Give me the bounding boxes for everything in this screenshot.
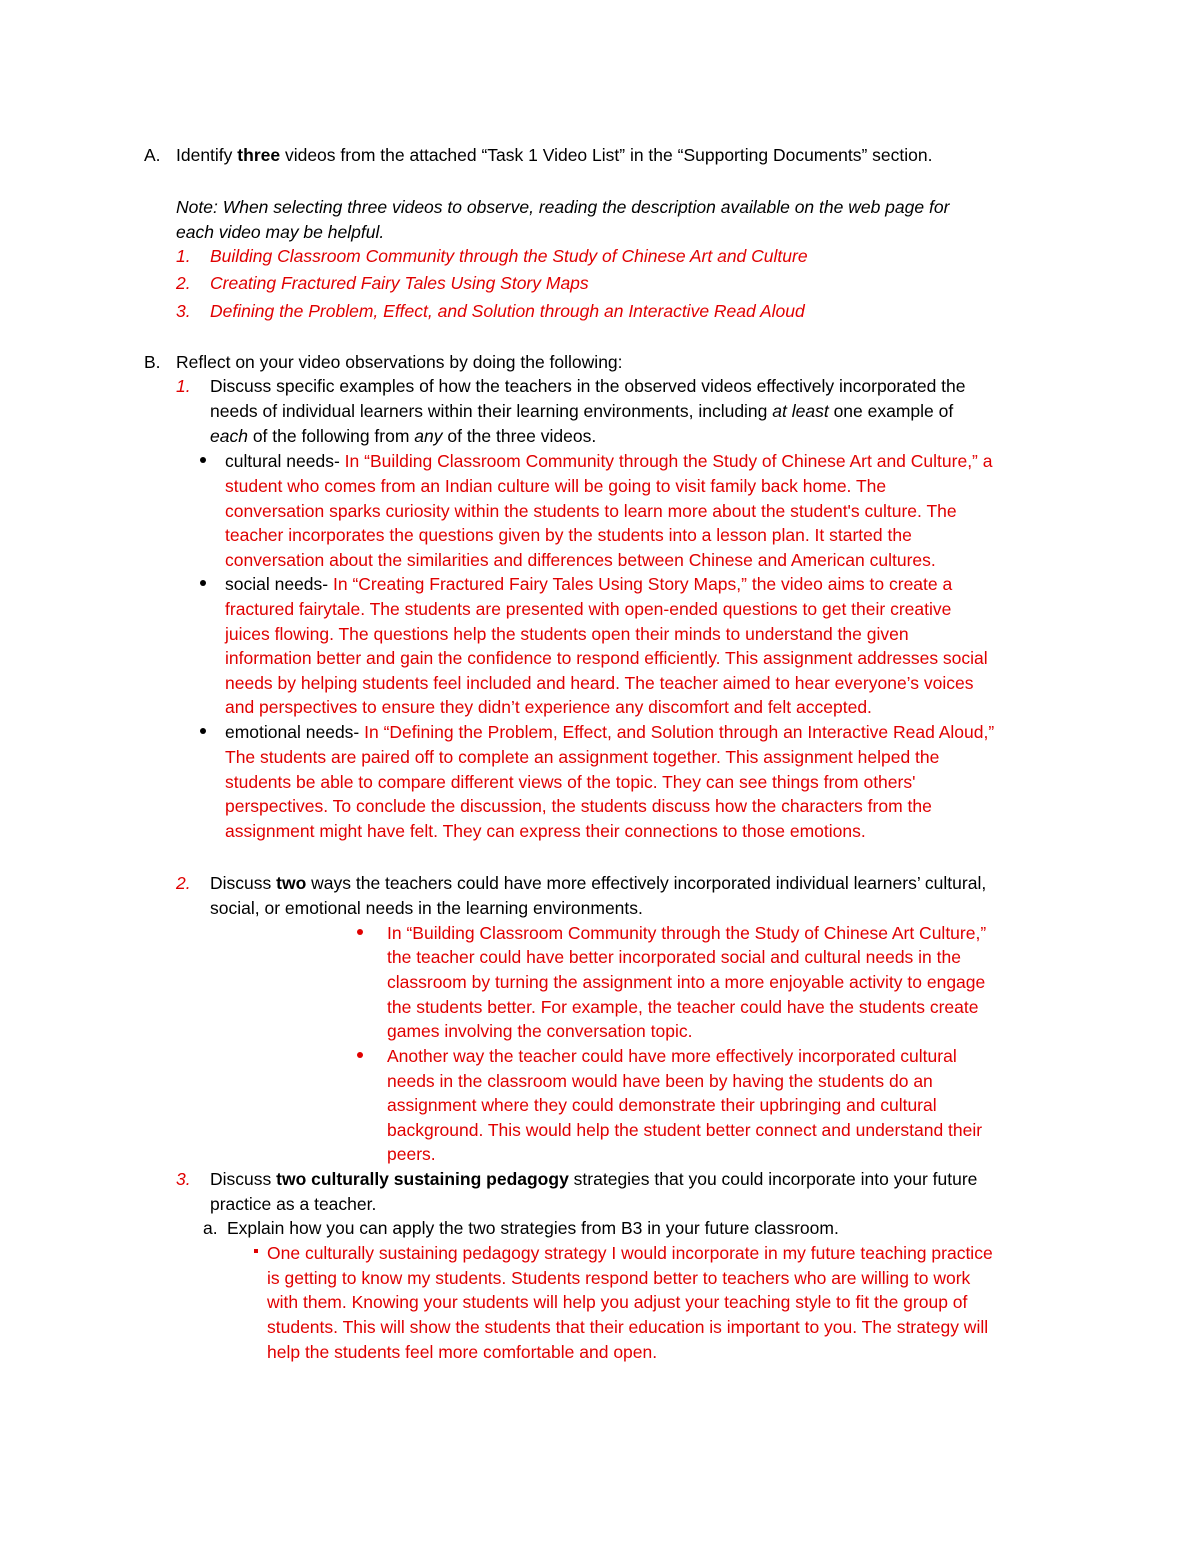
social-needs-line-1 — [225, 572, 952, 597]
section-b-marker: B. — [144, 352, 161, 372]
bullet-text: In “Creating Fractured Fairy Tales Using Story Maps,” the video aims to create a — [328, 574, 953, 594]
bullet-label: cultural needs- — [225, 451, 340, 471]
bullet-icon — [357, 1052, 363, 1058]
q3-sub-marker: a. — [203, 1218, 218, 1238]
q1-italic: each — [210, 426, 248, 446]
bullet-icon — [254, 1249, 258, 1253]
q2-bullet-2-line-5: peers. — [387, 1144, 436, 1164]
q2-bullet-2-line-2: needs in the classroom would have been by having the students do an — [387, 1071, 933, 1091]
q1-text: of the three videos. — [442, 426, 597, 446]
emotional-needs-line-5: assignment might have felt. They can express their connections to those emotions. — [225, 821, 866, 841]
cultural-needs-line-3: conversation sparks curiosity within the students to learn more about the student's culture. The — [225, 501, 957, 521]
q1-text: needs of individual learners within their learning environments, including — [210, 401, 773, 421]
q1-text: one example of — [828, 401, 954, 421]
section-a-marker: A. — [144, 145, 161, 165]
prompt-text: Identify — [176, 145, 238, 165]
cultural-needs-line-5: conversation about the similarities and differences between Chinese and American cultures. — [225, 550, 936, 570]
q2-bullet-1-line-1: In “Building Classroom Community through the Study of Chinese Art Culture,” — [387, 923, 987, 943]
cultural-needs-line-4: teacher incorporates the questions given by the students into a lesson plan. It started the — [225, 525, 912, 545]
note-line-1: Note: When selecting three videos to observe, reading the description available on the web page for — [176, 197, 950, 217]
bullet-text: In “Building Classroom Community through the Study of Chinese Art and Culture,” a — [339, 451, 993, 471]
q2-bold: two — [276, 873, 307, 893]
q2-text: Discuss — [210, 873, 277, 893]
q3-bold: two culturally sustaining pedagogy — [276, 1169, 569, 1189]
note-line-2: each video may be helpful. — [176, 222, 385, 242]
q2-bullet-2-line-3: assignment where they could demonstrate their upbringing and cultural — [387, 1095, 937, 1115]
q1-line-2 — [210, 399, 953, 424]
prompt-text: videos from the attached “Task 1 Video List” in the “Supporting Documents” section. — [280, 145, 933, 165]
q1-num: 1. — [176, 376, 191, 396]
social-needs-line-5: needs by helping students feel included and heard. The teacher aimed to hear everyone’s voices — [225, 673, 974, 693]
emotional-needs-line-4: perspectives. To conclude the discussion, the students discuss how the characters from the — [225, 796, 932, 816]
q2-bullet-1-line-5: games involving the conversation topic. — [387, 1021, 693, 1041]
social-needs-line-6: and perspectives to ensure they didn’t experience any discomfort and felt accepted. — [225, 697, 872, 717]
cultural-needs-line-1 — [225, 449, 992, 474]
q3-text: strategies that you could incorporate into your future — [568, 1169, 978, 1189]
video-3-num: 3. — [176, 301, 191, 321]
q2-text: ways the teachers could have more effectively incorporated individual learners’ cultural, — [306, 873, 987, 893]
q2-bullet-1-line-2: the teacher could have better incorporated social and cultural needs in the — [387, 947, 961, 967]
q3-bullet-line-1: One culturally sustaining pedagogy strategy I would incorporate in my future teaching practice — [267, 1243, 993, 1263]
social-needs-line-3: juices flowing. The questions help the students open their minds to understand the given — [225, 624, 909, 644]
bullet-label: social needs- — [225, 574, 329, 594]
social-needs-line-4: information better and gain the confidence to respond efficiently. This assignment addresses social — [225, 648, 988, 668]
q1-italic: at least — [772, 401, 829, 421]
q1-line-3 — [210, 424, 596, 449]
video-1-num: 1. — [176, 246, 191, 266]
q3-sub-text: Explain how you can apply the two strategies from B3 in your future classroom. — [227, 1218, 839, 1238]
video-1-title: Building Classroom Community through the Study of Chinese Art and Culture — [210, 246, 808, 266]
bullet-text: In “Defining the Problem, Effect, and Solution through an Interactive Read Aloud,” — [359, 722, 995, 742]
q3-bullet-line-3: with them. Knowing your students will help you adjust your teaching style to fit the group of — [267, 1292, 968, 1312]
q2-num: 2. — [176, 873, 191, 893]
q3-line-1 — [210, 1167, 977, 1192]
section-b-prompt: Reflect on your video observations by doing the following: — [176, 352, 623, 372]
q3-bullet-line-5: help the students feel more comfortable and open. — [267, 1342, 658, 1362]
q1-text: of the following from — [247, 426, 415, 446]
q3-text: Discuss — [210, 1169, 277, 1189]
bullet-label: emotional needs- — [225, 722, 360, 742]
q3-line-2: practice as a teacher. — [210, 1194, 377, 1214]
video-3-title: Defining the Problem, Effect, and Solution through an Interactive Read Aloud — [210, 301, 805, 321]
video-2-title: Creating Fractured Fairy Tales Using Story Maps — [210, 273, 589, 293]
emotional-needs-line-3: students be able to compare different views of the topic. They can see things from others' — [225, 772, 916, 792]
q1-line-1: Discuss specific examples of how the teachers in the observed videos effectively incorporated the — [210, 376, 966, 396]
cultural-needs-line-2: student who comes from an Indian culture will be going to visit family back home. The — [225, 476, 887, 496]
video-2-num: 2. — [176, 273, 191, 293]
bullet-icon — [200, 580, 206, 586]
bullet-icon — [200, 728, 206, 734]
q2-bullet-1-line-4: the students better. For example, the teacher could have the students create — [387, 997, 979, 1017]
q2-bullet-2-line-1: Another way the teacher could have more effectively incorporated cultural — [387, 1046, 957, 1066]
section-a-prompt — [176, 143, 932, 168]
q3-bullet-line-4: students. This will show the students that their education is important to you. The strategy will — [267, 1317, 989, 1337]
social-needs-line-2: fractured fairytale. The students are presented with open-ended questions to get their creative — [225, 599, 952, 619]
q3-bullet-line-2: is getting to know my students. Students respond better to teachers who are willing to work — [267, 1268, 971, 1288]
q1-italic: any — [414, 426, 443, 446]
emotional-needs-line-2: The students are paired off to complete an assignment together. This assignment helped the — [225, 747, 940, 767]
bullet-icon — [200, 457, 206, 463]
prompt-bold: three — [237, 145, 281, 165]
bullet-icon — [357, 929, 363, 935]
emotional-needs-line-1 — [225, 720, 994, 745]
q3-num: 3. — [176, 1169, 191, 1189]
q2-bullet-2-line-4: background. This would help the student better connect and understand their — [387, 1120, 983, 1140]
q2-line-1 — [210, 871, 986, 896]
q2-line-2: social, or emotional needs in the learning environments. — [210, 898, 643, 918]
q2-bullet-1-line-3: classroom by turning the assignment into a more enjoyable activity to engage — [387, 972, 986, 992]
